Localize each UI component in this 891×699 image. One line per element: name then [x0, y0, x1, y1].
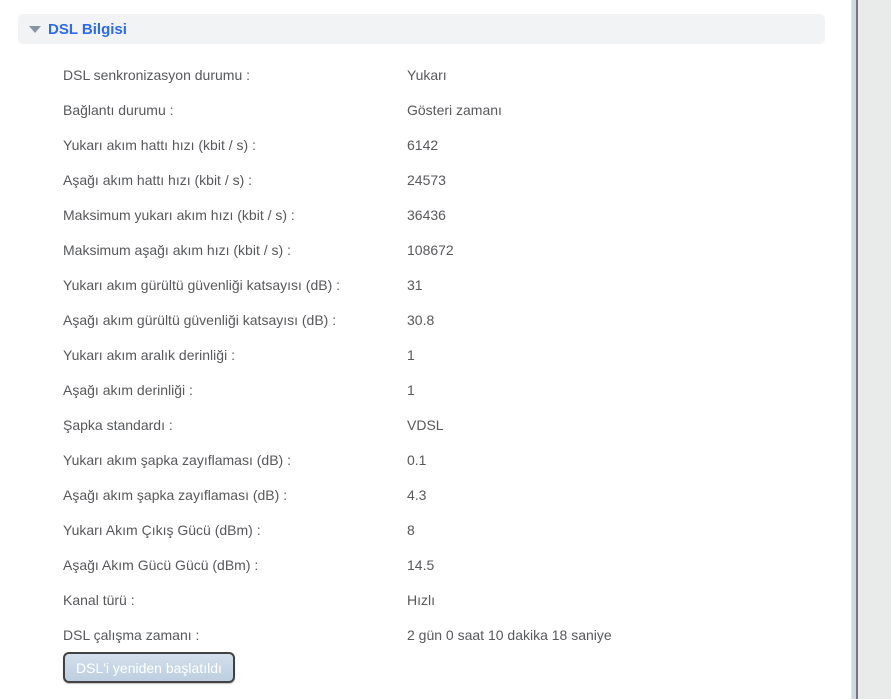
dsl-info-row — [63, 617, 803, 652]
dsl-info-row — [63, 582, 803, 617]
section-title: DSL Bilgisi — [48, 20, 127, 38]
row-value: 31 — [407, 276, 423, 293]
dsl-info-row — [63, 232, 803, 267]
scrollbar-gutter[interactable] — [858, 0, 891, 699]
row-label: Yukarı akım gürültü güvenliği katsayısı (dB) : — [63, 276, 341, 293]
row-label: DSL senkronizasyon durumu : — [63, 66, 251, 83]
dsl-info-row — [63, 407, 803, 442]
row-value: 4.3 — [407, 486, 427, 503]
row-value: 14.5 — [407, 556, 435, 573]
row-value: 24573 — [407, 171, 446, 188]
dsl-info-row — [63, 57, 803, 92]
row-value: 8 — [407, 521, 415, 538]
dsl-info-row — [63, 372, 803, 407]
row-value: 36436 — [407, 206, 446, 223]
dsl-info-row — [63, 92, 803, 127]
row-label: Aşağı Akım Gücü Gücü (dBm) : — [63, 556, 259, 573]
row-value: 1 — [407, 346, 415, 363]
row-label: Şapka standardı : — [63, 416, 173, 433]
dsl-info-row — [63, 337, 803, 372]
row-value: 6142 — [407, 136, 439, 153]
dsl-info-row — [63, 267, 803, 302]
dsl-info-row — [63, 477, 803, 512]
dsl-info-row — [63, 547, 803, 582]
dsl-info-list — [63, 57, 803, 652]
row-value: 2 gün 0 saat 10 dakika 18 saniye — [407, 626, 612, 643]
dsl-info-row — [63, 442, 803, 477]
section-header-dsl-bilgisi[interactable] — [18, 14, 825, 44]
row-value: Gösteri zamanı — [407, 101, 502, 118]
row-label: Aşağı akım hattı hızı (kbit / s) : — [63, 171, 253, 188]
dsl-info-row — [63, 512, 803, 547]
row-value: Hızlı — [407, 591, 435, 608]
row-value: 30.8 — [407, 311, 435, 328]
row-value: 0.1 — [407, 451, 427, 468]
row-label: Maksimum aşağı akım hızı (kbit / s) : — [63, 241, 291, 258]
dsl-info-row — [63, 162, 803, 197]
row-label: DSL çalışma zamanı : — [63, 626, 200, 643]
row-value: 1 — [407, 381, 415, 398]
row-value: 108672 — [407, 241, 454, 258]
row-label: Maksimum yukarı akım hızı (kbit / s) : — [63, 206, 295, 223]
row-label: Yukarı Akım Çıkış Gücü (dBm) : — [63, 521, 261, 538]
dsl-restart-button[interactable]: DSL'i yeniden başlatıldı — [63, 652, 235, 683]
row-label: Yukarı akım şapka zayıflaması (dB) : — [63, 451, 291, 468]
row-value: Yukarı — [407, 66, 447, 83]
row-label: Aşağı akım gürültü güvenliği katsayısı (dB) : — [63, 311, 337, 328]
row-label: Bağlantı durumu : — [63, 101, 174, 118]
dsl-info-row — [63, 197, 803, 232]
row-label: Yukarı akım aralık derinliği : — [63, 346, 235, 363]
row-label: Aşağı akım derinliği : — [63, 381, 193, 398]
dsl-info-row — [63, 127, 803, 162]
row-label: Kanal türü : — [63, 591, 135, 608]
row-value: VDSL — [407, 416, 444, 433]
dsl-info-row — [63, 302, 803, 337]
row-label: Aşağı akım şapka zayıflaması (dB) : — [63, 486, 288, 503]
row-label: Yukarı akım hattı hızı (kbit / s) : — [63, 136, 256, 153]
collapse-arrow-icon[interactable] — [29, 26, 41, 33]
